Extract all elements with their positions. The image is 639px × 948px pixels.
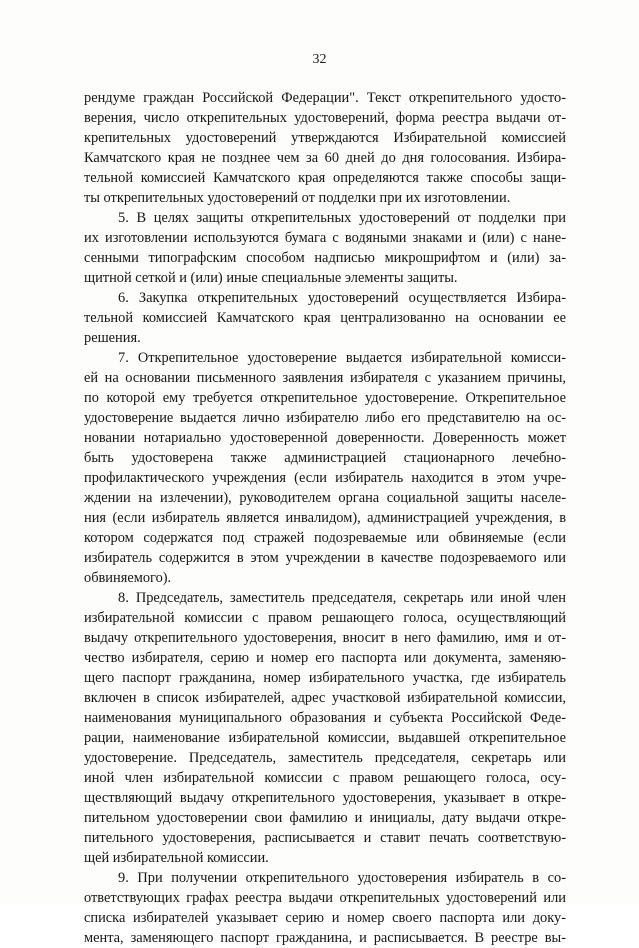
text-line: ждении на излечении), руководителем органа социальной защиты населе- xyxy=(84,490,566,506)
text-line: 8. Председатель, заместитель председателя, секретарь или иной член xyxy=(118,590,566,606)
text-line: ществляющий выдачу открепительного удостоверения, указывает в откре- xyxy=(84,790,566,806)
text-line: 9. При получении открепительного удостоверения избиратель в со- xyxy=(118,870,566,886)
text-line: иной член избирательной комиссии с правом решающего голоса, осу- xyxy=(84,770,566,786)
text-line: котором содержатся под стражей подозреваемые или обвиняемые (если xyxy=(84,530,566,546)
text-line: 6. Закупка открепительных удостоверений осуществляется Избира- xyxy=(118,290,566,306)
text-line: пительном удостоверении свои фамилию и инициалы, дату выдачи откре- xyxy=(84,810,566,826)
text-line: по которой ему требуется открепительное удостоверение. Открепительное xyxy=(84,390,566,406)
text-line: сенными типографским способом надписью микрошрифтом и (или) за- xyxy=(84,250,566,266)
text-line: избирательной комиссии с правом решающего голоса, осуществляющий xyxy=(84,610,566,626)
text-line: профилактического учреждения (если избиратель находится в этом учре- xyxy=(84,470,566,486)
text-line: ния (если избиратель является инвалидом), администрацией учреждения, в xyxy=(84,510,566,526)
text-line: крепительных удостоверений утверждаются Избирательной комиссией xyxy=(84,130,566,146)
text-line: ей на основании письменного заявления избирателя с указанием причины, xyxy=(84,370,566,386)
paragraph-7 xyxy=(84,348,566,588)
paragraph-9 xyxy=(84,868,566,948)
text-line: удостоверение. Председатель, заместитель председателя, секретарь или xyxy=(84,750,566,766)
paragraph-5 xyxy=(84,208,566,288)
text-line: ты открепительных удостоверений от подделки при их изготовлении. xyxy=(84,190,511,206)
text-line: выдачу открепительного удостоверения, вносит в него фамилию, имя и от- xyxy=(84,630,566,646)
text-line: списка избирателей указывает серию и номер своего паспорта или доку- xyxy=(84,910,566,926)
text-line: щей избирательной комиссии. xyxy=(84,850,269,866)
text-line: щего паспорт гражданина, номер избирательного участка, где избиратель xyxy=(84,670,566,686)
text-line: решения. xyxy=(84,330,141,346)
text-line: 5. В целях защиты открепительных удостоверений от подделки при xyxy=(118,210,566,226)
text-line: наименования муниципального образования и субъекта Российской Феде- xyxy=(84,710,566,726)
text-line: новании нотариально удостоверенной доверенности. Доверенность может xyxy=(84,430,566,446)
text-line: рации, наименование избирательной комиссии, выдавшей открепительное xyxy=(84,730,566,746)
text-line: тельной комиссией Камчатского края определяются также способы защи- xyxy=(84,170,566,186)
text-line: тельной комиссией Камчатского края централизованно на основании ее xyxy=(84,310,566,326)
text-line: включен в список избирателей, адрес участковой избирательной комиссии, xyxy=(84,690,566,706)
text-line: их изготовлении используются бумага с водяными знаками и (или) с нане- xyxy=(84,230,566,246)
text-line: обвиняемого). xyxy=(84,570,172,586)
document-body xyxy=(84,88,566,948)
text-line: верения, число открепительных удостоверений, форма реестра выдачи от- xyxy=(84,110,566,126)
text-line: рендуме граждан Российской Федерации". Текст открепительного удосто- xyxy=(84,90,566,106)
text-line: удостоверение выдается лично избирателю либо его представителю на ос- xyxy=(84,410,566,426)
text-line: избиратель содержится в этом учреждении в качестве подозреваемого или xyxy=(84,550,566,566)
paragraph-8 xyxy=(84,588,566,868)
text-line: Камчатского края не позднее чем за 60 дней до дня голосования. Избира- xyxy=(84,150,566,166)
text-line: пительного удостоверения, расписывается и ставит печать соответствую- xyxy=(84,830,566,846)
text-line: ответствующих графах реестра выдачи открепительных удостоверений или xyxy=(84,890,566,906)
text-line: быть удостоверена также администрацией стационарного лечебно- xyxy=(84,450,566,466)
page-number: 32 xyxy=(312,52,327,67)
text-line: мента, заменяющего паспорт гражданина, и расписывается. В реестре вы- xyxy=(84,930,566,946)
paragraph-continuation xyxy=(84,88,566,208)
paragraph-6 xyxy=(84,288,566,348)
text-line: щитной сеткой и (или) иные специальные элементы защиты. xyxy=(84,270,458,286)
text-line: 7. Открепительное удостоверение выдается избирательной комисси- xyxy=(118,350,566,366)
text-line: чество избирателя, серию и номер его паспорта или документа, заменяю- xyxy=(84,650,566,666)
